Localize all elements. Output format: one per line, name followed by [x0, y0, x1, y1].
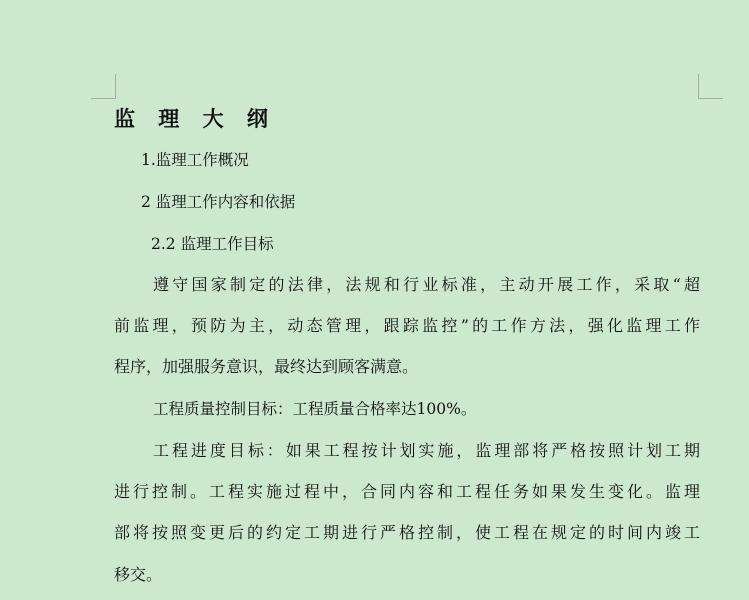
heading-1: 1.监理工作概况 — [141, 151, 249, 169]
paragraph-3-line-4: 移交。 — [114, 565, 163, 584]
heading-2: 2 监理工作内容和依据 — [141, 193, 296, 211]
paragraph-1-line-1: 遵守国家制定的法律，法规和行业标准，主动开展工作，采取“超 — [153, 275, 700, 294]
paragraph-2: 工程质量控制目标：工程质量合格率达100%。 — [153, 400, 477, 418]
paragraph-1-line-2: 前监理，预防为主，动态管理，跟踪监控”的工作方法，强化监理工作 — [114, 316, 700, 335]
page-corner-mark-right — [698, 74, 723, 99]
paragraph-3-line-1: 工程进度目标：如果工程按计划实施，监理部将严格按照计划工期 — [153, 441, 700, 460]
paragraph-3-line-2: 进行控制。工程实施过程中，合同内容和工程任务如果发生变化。监理 — [114, 482, 700, 501]
document-title: 监 理 大 纲 — [114, 106, 276, 131]
page-corner-mark-left — [91, 74, 116, 99]
paragraph-1-line-3: 程序，加强服务意识，最终达到顾客满意。 — [114, 357, 419, 376]
paragraph-3-line-3: 部将按照变更后的约定工期进行严格控制，使工程在规定的时间内竣工 — [114, 523, 700, 542]
heading-2-2: 2.2 监理工作目标 — [151, 235, 274, 253]
